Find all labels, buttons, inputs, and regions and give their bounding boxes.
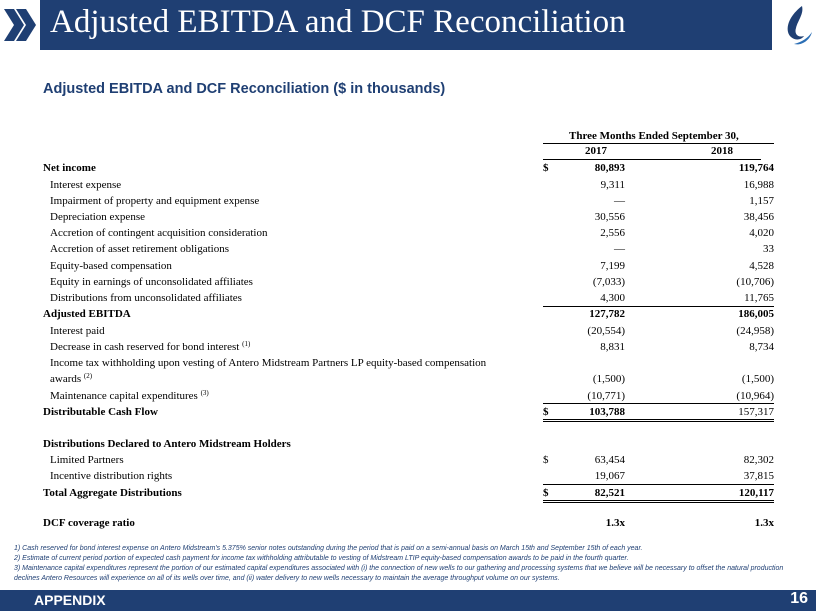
footnote-1: 1) Cash reserved for bond interest expense on Antero Midstream's 5.375% senior notes outstanding during the period that is paid on a semi-annual basis on March 15th and September 15th of each year. xyxy=(14,545,643,552)
year-header-row xyxy=(43,143,774,159)
period-header: Three Months Ended September 30, xyxy=(569,130,739,142)
page-title: Adjusted EBITDA and DCF Reconciliation xyxy=(50,4,626,40)
table-row: Total Aggregate Distributions $ 82,521 120,117 xyxy=(43,487,774,499)
table-row: Interest paid (20,554) (24,958) xyxy=(50,325,774,337)
table-row: DCF coverage ratio 1.3x 1.3x xyxy=(43,517,774,529)
table-row: awards $^{(2)}$ (1,500) (1,500) xyxy=(50,372,774,385)
table-row: Limited Partners $ 63,454 82,302 xyxy=(50,454,774,466)
table-row: Adjusted EBITDA 127,782 186,005 xyxy=(43,308,774,320)
section-label: APPENDIX xyxy=(34,592,106,608)
col-2017-header: 2017 xyxy=(585,145,607,157)
table-row: Decrease in cash reserved for bond interest $^{(1)}$ 8,831 8,734 xyxy=(50,340,774,353)
double-chevron-icon xyxy=(0,0,40,50)
total-double-rule xyxy=(543,419,774,422)
table-row: Equity-based compensation 7,199 4,528 xyxy=(50,260,774,272)
table-row: Depreciation expense 30,556 38,456 xyxy=(50,211,774,223)
table-row: Distributions Declared to Antero Midstream Holders xyxy=(43,438,291,450)
table-row: Impairment of property and equipment expense — 1,157 xyxy=(50,195,774,207)
col-2018-header: 2018 xyxy=(711,145,733,157)
table-row: Accretion of contingent acquisition consideration 2,556 4,020 xyxy=(50,227,774,239)
total-double-rule xyxy=(543,500,774,503)
table-row: Income tax withholding upon vesting of Antero Midstream Partners LP equity-based compensation xyxy=(50,357,487,369)
period-header-row xyxy=(43,128,774,144)
footnote-2: 2) Estimate of current period portion of expected cash payment for income tax withholding attributable to vesting of Midstream LTIP equity-based compensation awards to be paid in the fourth quarter. xyxy=(14,555,629,562)
table-row: Distributions from unconsolidated affiliates 4,300 11,765 xyxy=(50,292,774,304)
table-row: Accretion of asset retirement obligations — 33 xyxy=(50,243,774,255)
table-row: Net income $ 80,893 119,764 xyxy=(43,162,774,174)
footer-bar xyxy=(0,590,816,611)
table-row: Interest expense 9,311 16,988 xyxy=(50,179,774,191)
page-number: 16 xyxy=(790,590,808,607)
footnote-3: 3) Maintenance capital expenditures represent the portion of our estimated capital expenditures associated with (i) the connection of new wells to our gathering and processing systems that we believe will be necessary to offset the natural production declines Antero Resources will experience on all of its wells over time, and (ii) water delivery to new wells necessary to maintain the average throughput volume on our systems. xyxy=(14,565,784,582)
table-row: Incentive distribution rights 19,067 37,815 xyxy=(50,470,774,482)
section-subtitle: Adjusted EBITDA and DCF Reconciliation ($ in thousands) xyxy=(43,81,446,97)
table-row: Distributable Cash Flow $ 103,788 157,317 xyxy=(43,406,774,418)
table-row: Maintenance capital expenditures $^{(3)}$ (10,771) (10,964) xyxy=(50,389,774,402)
flame-logo-icon xyxy=(772,0,816,50)
footnotes xyxy=(14,544,806,584)
table-row: Equity in earnings of unconsolidated affiliates (7,033) (10,706) xyxy=(50,276,774,288)
